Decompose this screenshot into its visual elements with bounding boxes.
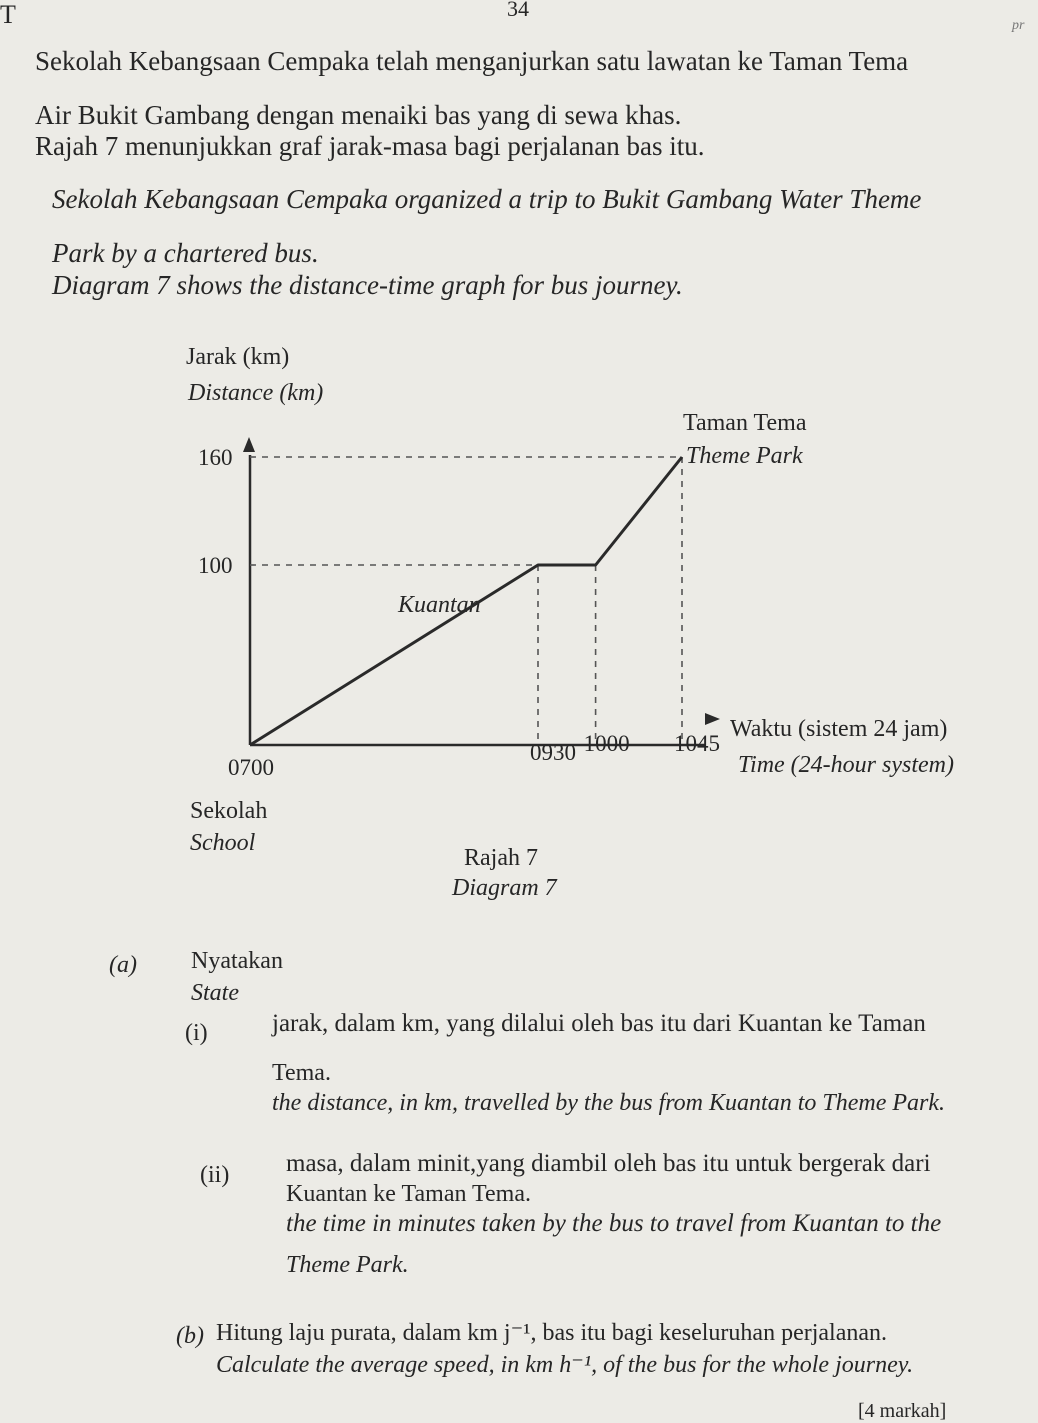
theme-park-label-malay: Taman Tema [683, 410, 807, 436]
x-tick-label-0930: 0930 [530, 740, 576, 765]
diagram-caption-malay: Rajah 7 [464, 845, 538, 871]
x-tick-label-1045: 1045 [674, 731, 720, 756]
intro-english-line-2: Park by a chartered bus. [52, 238, 319, 268]
page-corner-mark: T [0, 0, 16, 29]
marks-allocation: [4 markah] [858, 1400, 947, 1422]
question-a-ii-english-line-2: Theme Park. [286, 1252, 409, 1278]
question-a-i-malay-line-1: jarak, dalam km, yang dilalui oleh bas itu dari Kuantan ke Taman [272, 1010, 926, 1037]
question-b-english: Calculate the average speed, in km h⁻¹, of the bus for the whole journey. [216, 1352, 914, 1378]
intro-english-line-3: Diagram 7 shows the distance-time graph for bus journey. [52, 270, 683, 300]
question-a-ii-malay-line-2: Kuantan ke Taman Tema. [286, 1181, 532, 1207]
question-a-i-english: the distance, in km, travelled by the bus from Kuantan to Theme Park. [272, 1090, 945, 1116]
question-a-stem-english: State [191, 980, 239, 1006]
intro-malay-line-1: Sekolah Kebangsaan Cempaka telah menganjurkan satu lawatan ke Taman Tema [35, 46, 909, 76]
page-number: 34 [507, 0, 529, 21]
question-a-label: (a) [109, 952, 137, 978]
question-a-i-label: (i) [185, 1020, 208, 1046]
guide-lines [250, 457, 682, 745]
journey-line [250, 457, 682, 745]
page-corner-note: pr [1012, 18, 1025, 33]
theme-park-label-english: Theme Park [686, 443, 803, 469]
school-label-english: School [190, 830, 256, 856]
y-axis-label-malay: Jarak (km) [186, 344, 290, 370]
diagram-caption-english: Diagram 7 [452, 875, 557, 901]
kuantan-label: Kuantan [398, 592, 481, 618]
intro-malay-line-2: Air Bukit Gambang dengan menaiki bas yang di sewa khas. [35, 100, 682, 130]
intro-malay-line-3: Rajah 7 menunjukkan graf jarak-masa bagi perjalanan bas itu. [35, 131, 705, 161]
x-axis-label-english: Time (24-hour system) [738, 752, 954, 778]
question-b-malay: Hitung laju purata, dalam km j⁻¹, bas itu bagi keseluruhan perjalanan. [216, 1320, 888, 1346]
school-label-malay: Sekolah [190, 798, 268, 824]
x-tick-label-0700: 0700 [228, 755, 274, 780]
y-axis-label-english: Distance (km) [188, 380, 324, 406]
journey-polyline [250, 457, 682, 745]
x-tick-label-1000: 1000 [583, 731, 630, 756]
question-a-i-malay-line-2: Tema. [272, 1060, 331, 1086]
question-a-stem-malay: Nyatakan [191, 948, 283, 974]
x-axis-arrow [705, 713, 720, 725]
question-a-ii-malay-line-1: masa, dalam minit,yang diambil oleh bas itu untuk bergerak dari [286, 1150, 931, 1177]
y-tick-label-160: 160 [198, 445, 233, 470]
question-a-ii-label: (ii) [200, 1162, 230, 1188]
question-b-label: (b) [176, 1323, 204, 1349]
x-axis-label-malay: Waktu (sistem 24 jam) [730, 716, 948, 742]
y-axis-arrow [243, 437, 255, 452]
y-tick-label-100: 100 [198, 553, 233, 578]
question-a-ii-english-line-1: the time in minutes taken by the bus to travel from Kuantan to the [286, 1210, 942, 1237]
intro-english-line-1: Sekolah Kebangsaan Cempaka organized a trip to Bukit Gambang Water Theme [52, 184, 922, 214]
